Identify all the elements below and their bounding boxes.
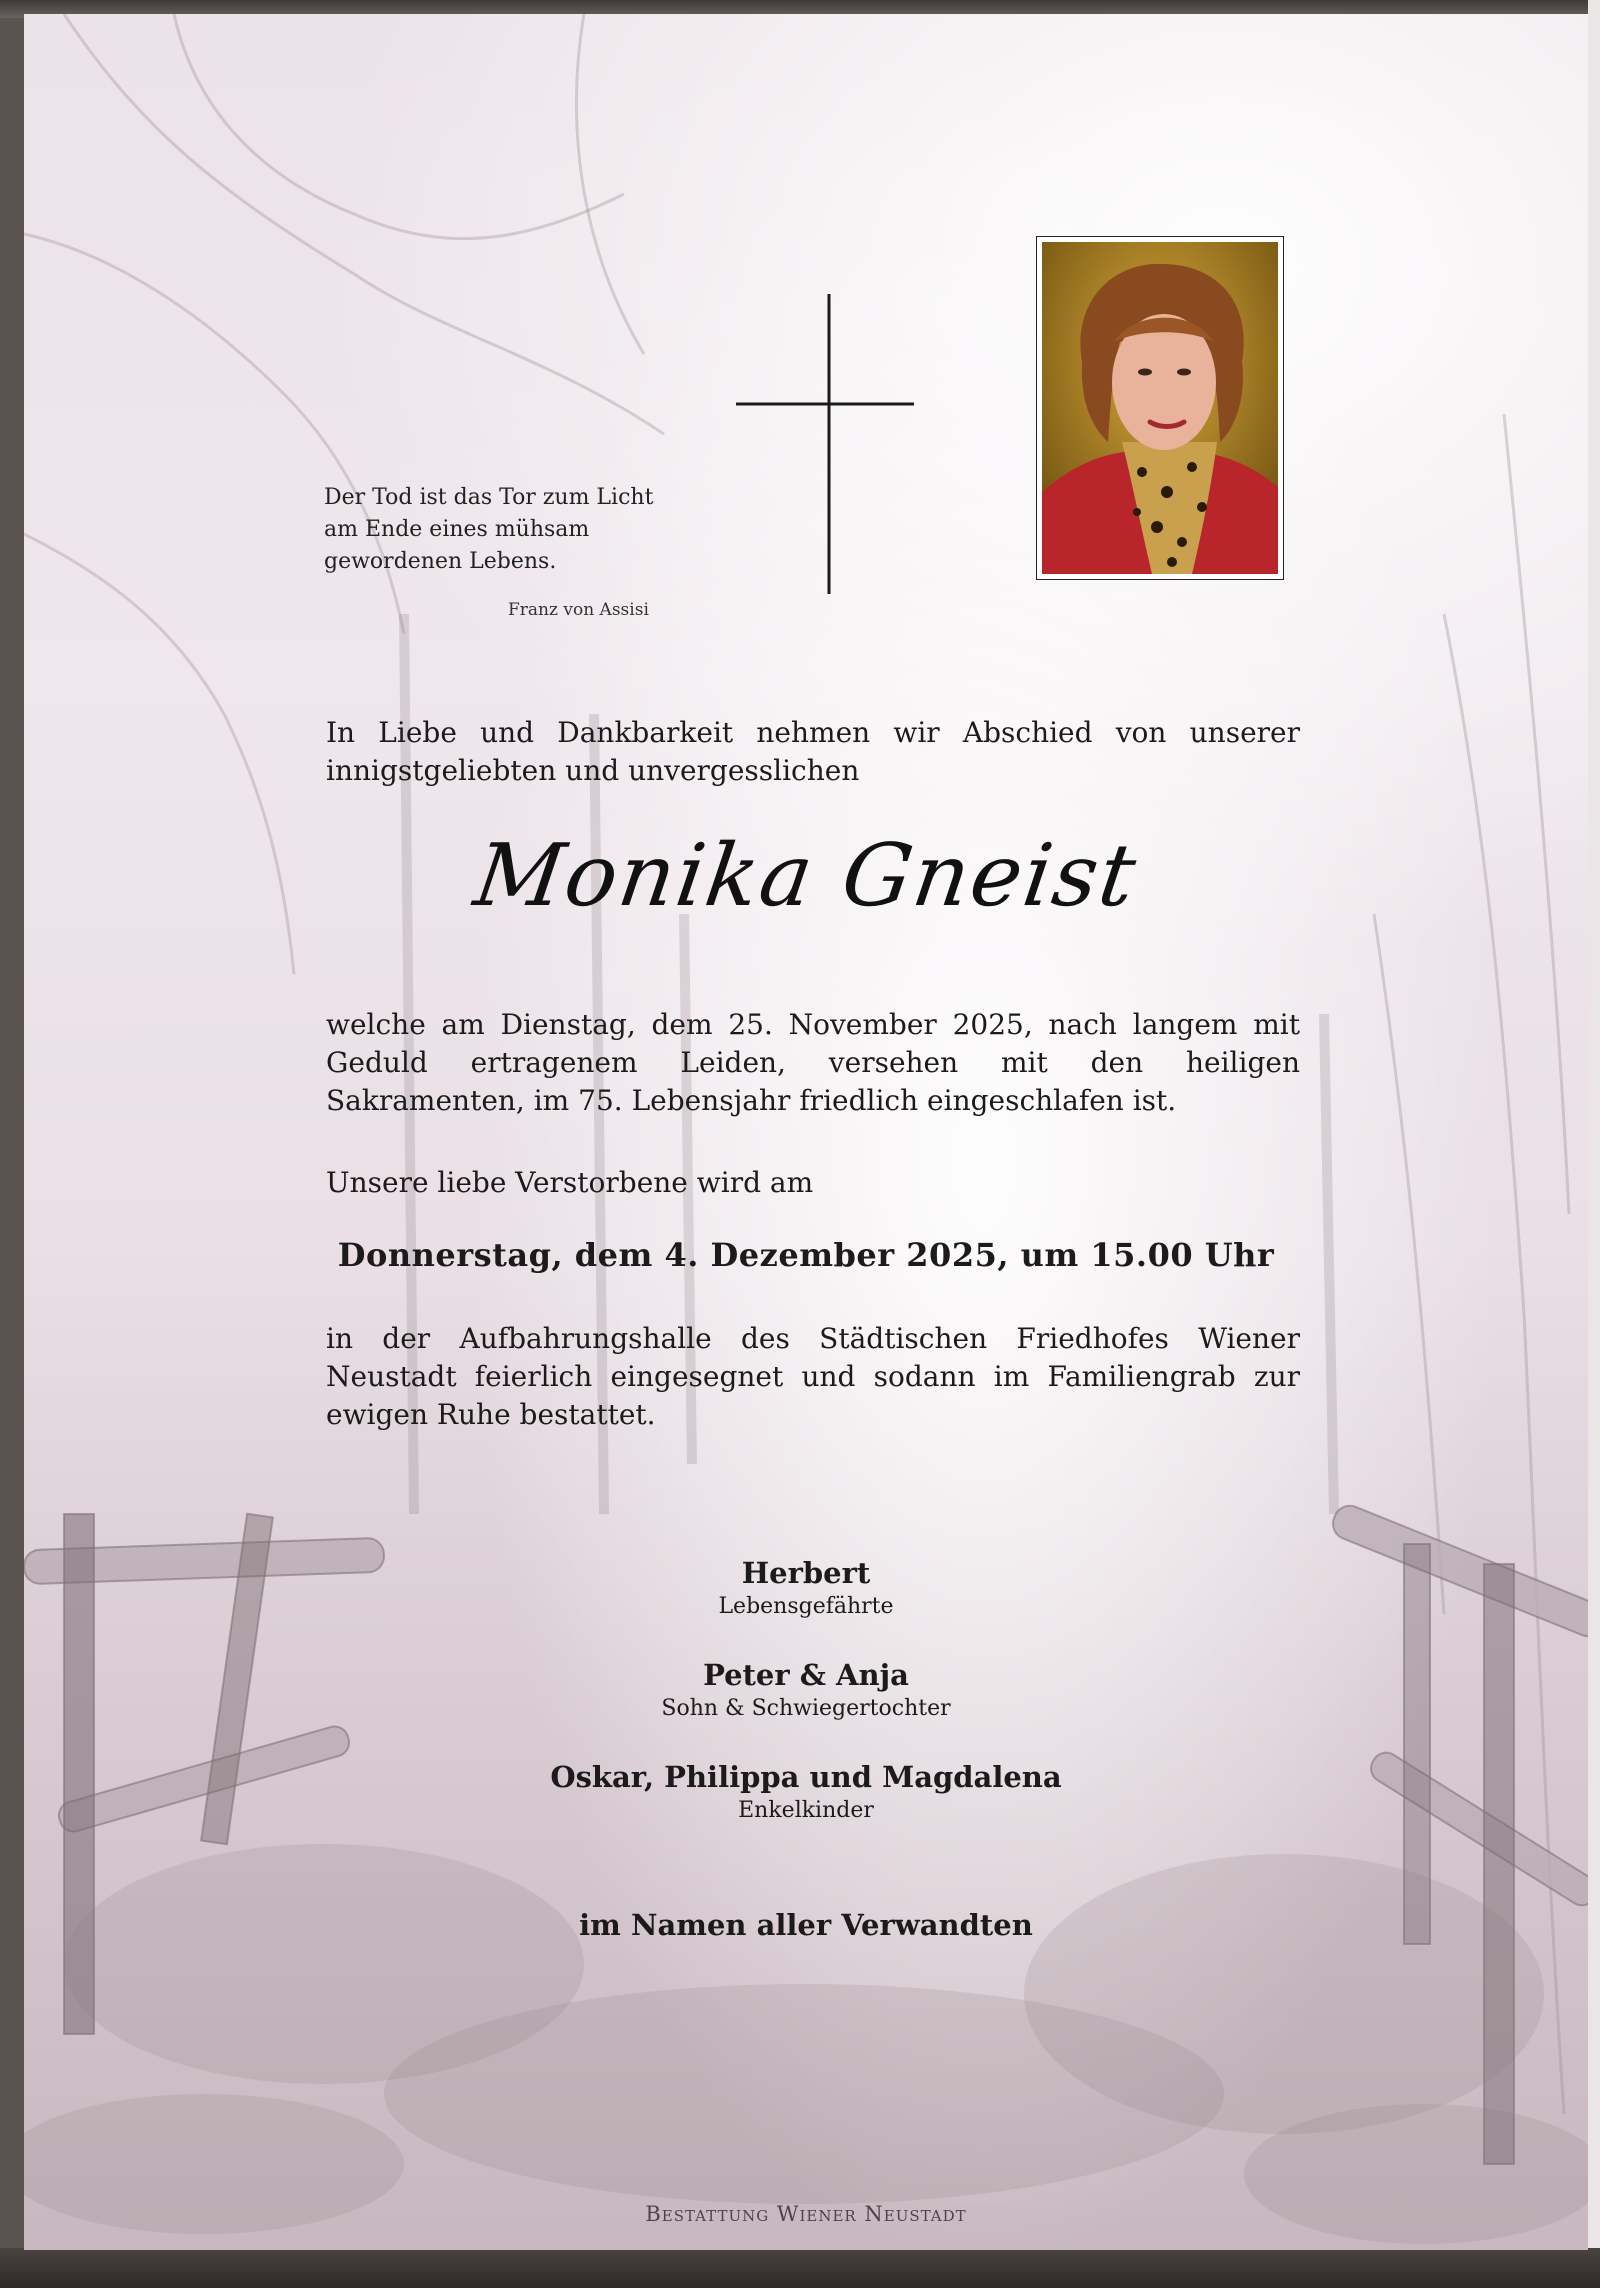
mourner-entry bbox=[24, 1758, 1588, 1826]
mourner-entry bbox=[24, 1554, 1588, 1622]
funeral-location: in der Aufbahrungshalle des Städtischen Friedhofes Wiener Neustadt feierlich eingesegnet und sodann im Familiengrab zur ewigen Ruhe bestattet. bbox=[326, 1322, 1300, 1431]
quote-text bbox=[324, 482, 724, 578]
funeral-date: Donnerstag, dem 4. Dezember 2025, um 15.00 Uhr bbox=[337, 1236, 1275, 1274]
announcement-text: Unsere liebe Verstorbene wird am bbox=[326, 1166, 814, 1199]
mourner-name: Herbert bbox=[741, 1556, 871, 1590]
mourner-relation: Lebensgefährte bbox=[718, 1594, 894, 1619]
scan-edge-bottom bbox=[0, 2248, 1600, 2288]
mourner-entry bbox=[24, 1656, 1588, 1724]
quote-line: Der Tod ist das Tor zum Licht bbox=[324, 485, 654, 510]
mourners-list bbox=[24, 1554, 1588, 1860]
quote-author: Franz von Assisi bbox=[508, 600, 649, 620]
quote-line: am Ende eines mühsam bbox=[324, 517, 590, 542]
mourner-name: Peter & Anja bbox=[703, 1658, 909, 1692]
scan-edge-right bbox=[1588, 0, 1600, 2288]
deceased-name: Monika Gneist bbox=[468, 826, 1144, 926]
mourner-relation: Sohn & Schwiegertochter bbox=[661, 1696, 951, 1721]
cross-icon bbox=[714, 294, 914, 604]
mourner-relation: Enkelkinder bbox=[738, 1798, 874, 1823]
death-details: welche am Dienstag, dem 25. November 2025, nach langem mit Geduld ertragenem Leiden, versehen mit den heiligen Sakramenten, im 75. Lebensjahr friedlich eingeschlafen ist. bbox=[326, 1008, 1300, 1117]
portrait-image bbox=[1042, 242, 1278, 574]
intro-text: In Liebe und Dankbarkeit nehmen wir Abschied von unserer innigstgeliebten und unvergesslichen bbox=[326, 716, 1300, 787]
deceased-photo bbox=[1036, 236, 1284, 580]
mourner-name: Oskar, Philippa und Magdalena bbox=[550, 1760, 1062, 1794]
obituary-card bbox=[24, 14, 1588, 2250]
quote-line: gewordenen Lebens. bbox=[324, 549, 557, 574]
closing-line: im Namen aller Verwandten bbox=[579, 1908, 1033, 1942]
undertaker-name: Bestattung Wiener Neustadt bbox=[645, 2202, 967, 2226]
